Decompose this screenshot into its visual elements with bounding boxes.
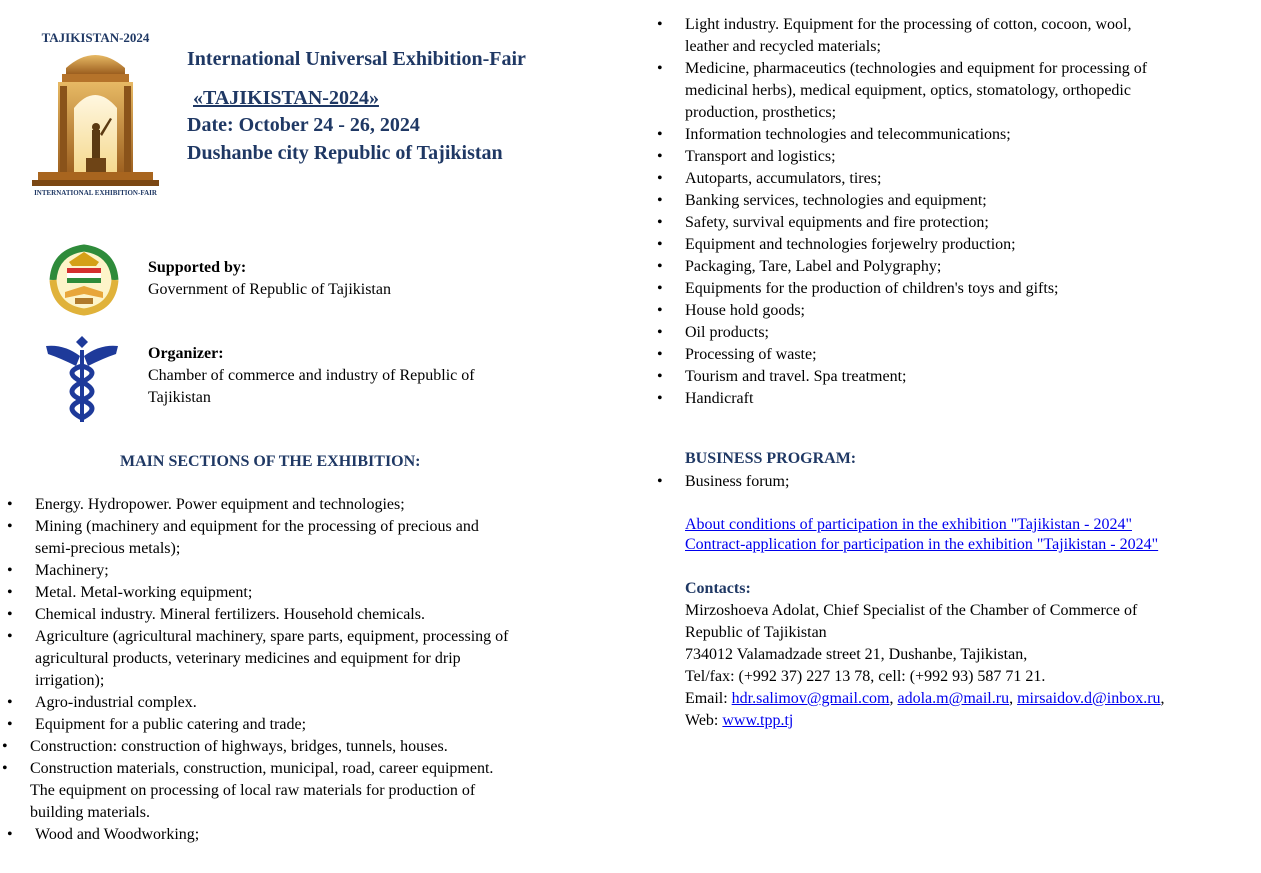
contacts-block: [685, 578, 1260, 732]
exhibition-location: Dushanbe city Republic of Tajikistan: [187, 142, 503, 164]
email-link-1[interactable]: hdr.salimov@gmail.com: [731, 690, 890, 707]
section-item-text: • Machinery;: [35, 562, 109, 579]
section-item-text: • Equipments for the production of children's toys and gifts;: [685, 280, 1059, 297]
section-item: [35, 604, 610, 626]
business-program-title: BUSINESS PROGRAM:: [685, 450, 857, 467]
section-item-text: leather and recycled materials;: [685, 38, 881, 55]
section-item-text: • Agriculture (agricultural machinery, spare parts, equipment, processing of: [35, 628, 509, 645]
business-item-text: • Business forum;: [685, 473, 790, 490]
email-label: Email:: [685, 690, 732, 707]
section-item-text: • Chemical industry. Mineral fertilizers. Household chemicals.: [35, 606, 425, 623]
participation-links: [685, 515, 1158, 555]
section-item: [35, 692, 610, 714]
section-item-text: • Metal. Metal-working equipment;: [35, 584, 253, 601]
conditions-link[interactable]: About conditions of participation in the exhibition "Tajikistan - 2024": [685, 516, 1132, 533]
section-item-text: medicinal herbs), medical equipment, optics, stomatology, orthopedic: [685, 82, 1131, 99]
section-item-text: • Equipment and technologies forjewelry production;: [685, 236, 1016, 253]
website-link[interactable]: www.tpp.tj: [722, 712, 794, 729]
section-item: [35, 516, 610, 560]
section-item-text: • Tourism and travel. Spa treatment;: [685, 368, 907, 385]
section-item-text: • Banking services, technologies and equipment;: [685, 192, 987, 209]
sections-list-right: [685, 14, 1245, 410]
section-item-text: • Processing of waste;: [685, 346, 817, 363]
section-item-text: • Construction: construction of highways, bridges, tunnels, houses.: [30, 738, 448, 755]
section-item-text: production, prosthetics;: [685, 104, 837, 121]
section-item-text: building materials.: [30, 804, 150, 821]
section-item: [685, 234, 1245, 256]
section-item: [685, 300, 1245, 322]
exhibition-name: «TAJIKISTAN-2024»: [193, 87, 379, 109]
section-item-text: • Packaging, Tare, Label and Polygraphy;: [685, 258, 942, 275]
section-item: [685, 212, 1245, 234]
section-item-text: • House hold goods;: [685, 302, 805, 319]
section-item: [35, 582, 610, 604]
section-item: [685, 146, 1245, 168]
section-item: [685, 366, 1245, 388]
section-item: [685, 14, 1245, 58]
section-item: [30, 758, 610, 824]
section-item: [685, 190, 1245, 212]
chamber-caduceus-icon: [44, 332, 120, 424]
contacts-heading: Contacts:: [685, 580, 751, 597]
logo-top-text: TAJIKISTAN-2024: [41, 30, 150, 45]
supported-block: [148, 257, 391, 301]
section-item-text: • Light industry. Equipment for the processing of cotton, cocoon, wool,: [685, 16, 1132, 33]
organizer-text-line2: Tajikistan: [148, 389, 211, 406]
supported-text: Government of Republic of Tajikistan: [148, 281, 391, 298]
section-item-text: • Energy. Hydropower. Power equipment and technologies;: [35, 496, 405, 513]
section-item: [685, 256, 1245, 278]
section-item: [685, 58, 1245, 124]
section-item-text: • Wood and Woodworking;: [35, 826, 200, 843]
section-item-text: • Transport and logistics;: [685, 148, 836, 165]
email-link-2[interactable]: adola.m@mail.ru: [897, 690, 1010, 707]
monument-arch-icon: [28, 30, 163, 202]
sections-title: MAIN SECTIONS OF THE EXHIBITION:: [120, 453, 421, 470]
section-item: [685, 322, 1245, 344]
section-item-text: • Mining (machinery and equipment for the processing of precious and: [35, 518, 479, 535]
section-item: [685, 344, 1245, 366]
exhibition-logo: [28, 30, 163, 202]
contact-email-row: Email: hdr.salimov@gmail.com, adola.m@mail.ru, mirsaidov.d@inbox.ru,: [685, 690, 1165, 707]
web-label: Web:: [685, 712, 723, 729]
contact-web-row: [685, 710, 1260, 732]
contact-organization: Republic of Tajikistan: [685, 624, 827, 641]
section-item: [35, 494, 610, 516]
contract-application-link[interactable]: Contract-application for participation in the exhibition "Tajikistan - 2024": [685, 536, 1159, 553]
section-item-text: • Agro-industrial complex.: [35, 694, 197, 711]
business-program-list: [685, 471, 1245, 493]
section-item-text: • Equipment for a public catering and trade;: [35, 716, 307, 733]
section-item-text: • Medicine, pharmaceutics (technologies and equipment for processing of: [685, 60, 1148, 77]
section-item: [685, 388, 1245, 410]
organizer-block: [148, 343, 475, 409]
section-item-text: The equipment on processing of local raw materials for production of: [30, 782, 476, 799]
sections-list-left: [30, 494, 610, 846]
section-item-text: semi-precious metals);: [35, 540, 181, 557]
logo-bottom-text: INTERNATIONAL EXHIBITION-FAIR: [34, 189, 157, 197]
organizer-text-line1: Chamber of commerce and industry of Republic of: [148, 367, 475, 384]
section-item-text: irrigation);: [35, 672, 105, 689]
section-item-text: • Handicraft: [685, 390, 754, 407]
exhibition-title: International Universal Exhibition-Fair: [187, 48, 526, 70]
section-item-text: agricultural products, veterinary medicines and equipment for drip: [35, 650, 461, 667]
section-item: [35, 626, 610, 692]
exhibition-date: Date: October 24 - 26, 2024: [187, 114, 420, 136]
section-item: [30, 736, 610, 758]
section-item-text: • Information technologies and telecommunications;: [685, 126, 1011, 143]
section-item: [35, 560, 610, 582]
section-item-text: • Autoparts, accumulators, tires;: [685, 170, 882, 187]
section-item: [685, 124, 1245, 146]
section-item-text: • Oil products;: [685, 324, 769, 341]
section-item: [685, 168, 1245, 190]
email-link-3[interactable]: mirsaidov.d@inbox.ru: [1017, 690, 1161, 707]
contact-address: 734012 Valamadzade street 21, Dushanbe, Tajikistan,: [685, 646, 1028, 663]
section-item: [35, 714, 610, 736]
section-item: [35, 824, 610, 846]
supported-heading: Supported by:: [148, 259, 247, 276]
organizer-heading: Organizer:: [148, 345, 224, 362]
contact-person: Mirzoshoeva Adolat, Chief Specialist of the Chamber of Commerce of: [685, 602, 1138, 619]
section-item-text: • Safety, survival equipments and fire protection;: [685, 214, 989, 231]
section-item: [685, 278, 1245, 300]
business-item: [685, 471, 1245, 493]
section-item-text: • Construction materials, construction, municipal, road, career equipment.: [30, 760, 494, 777]
contact-phone: Tel/fax: (+992 37) 227 13 78, cell: (+992 93) 587 71 21.: [685, 668, 1046, 685]
tajikistan-emblem-icon: [45, 240, 123, 318]
